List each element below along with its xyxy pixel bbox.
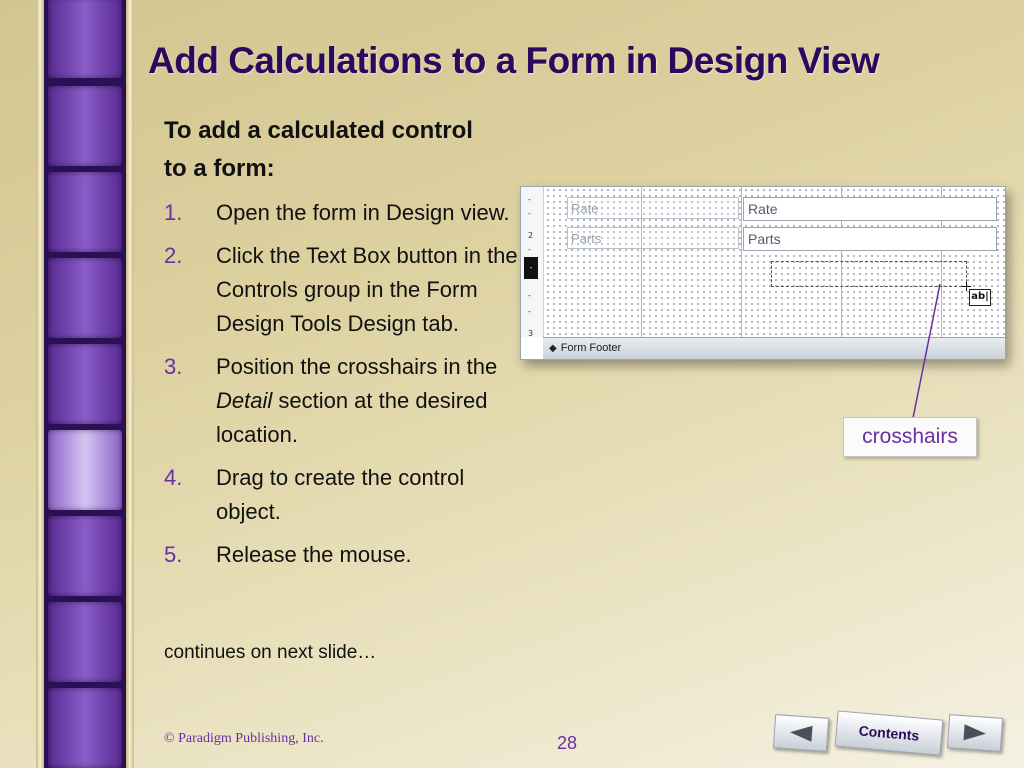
filmstrip-rail-left [36,0,44,768]
vertical-ruler: - - 2 - - - - 3 [521,187,544,337]
filmstrip-frame [48,430,122,510]
previous-arrow-icon [785,722,816,744]
decorative-filmstrip [36,0,134,768]
previous-slide-button[interactable] [773,714,829,752]
instructions-heading: To add a calculated control to a form: [164,117,473,182]
filmstrip-frame [48,602,122,682]
ruler-label: 3 [528,329,534,338]
rate-label-control[interactable]: Rate [567,197,739,219]
filmstrip-frame [48,258,122,338]
parts-label-control[interactable]: Parts [567,227,739,249]
step-number: 5. [164,542,183,567]
step-number: 2. [164,243,183,268]
filmstrip-frame [48,516,122,596]
filmstrip-frame [48,172,122,252]
list-item [164,461,524,529]
next-arrow-icon [959,722,990,744]
step-text-after: section at the desired location. [216,388,488,447]
detail-section-grid[interactable] [545,187,1005,337]
step-text: Drag to create the control object. [216,465,465,524]
new-control-outline [771,261,967,287]
list-item [164,538,524,572]
step-number: 3. [164,354,183,379]
contents-button[interactable]: Contents [835,710,944,755]
form-footer-bar[interactable] [543,337,1005,359]
step-text: Open the form in Design view. [216,200,510,225]
filmstrip-frame [48,688,122,768]
list-item [164,350,524,452]
step-number: 1. [164,200,183,225]
parts-textbox-control[interactable]: Parts [743,227,997,251]
design-view-screenshot [520,186,1006,360]
list-item [164,239,524,341]
copyright-text: © Paradigm Publishing, Inc. [164,731,324,746]
step-text-before: Position the crosshairs in the [216,354,498,379]
section-collapse-icon: ◆ [549,343,557,354]
grid-line [741,187,742,337]
filmstrip-frame [48,344,122,424]
step-text: Release the mouse. [216,542,412,567]
crosshairs-callout: crosshairs [843,417,977,457]
step-number: 4. [164,465,183,490]
form-footer-label: Form Footer [560,342,622,354]
ruler-marker: - [524,257,538,279]
filmstrip-frame [48,86,122,166]
steps-list [164,196,524,581]
step-text-italic: Detail [216,388,273,413]
filmstrip-rail-right [126,0,134,768]
list-item [164,196,524,230]
page-number: 28 [557,733,578,753]
rate-textbox-control[interactable]: Rate [743,197,997,221]
slide-title: Add Calculations to a Form in Design View [148,40,880,81]
continues-note: continues on next slide… [164,642,377,663]
step-text: Click the Text Box button in the Controls group in the Form Design Tools Design tab. [216,243,518,336]
textbox-cursor-icon: ab| [969,289,991,306]
next-slide-button[interactable] [947,714,1003,752]
filmstrip-frame [48,0,122,78]
ruler-label: 2 [528,231,534,240]
